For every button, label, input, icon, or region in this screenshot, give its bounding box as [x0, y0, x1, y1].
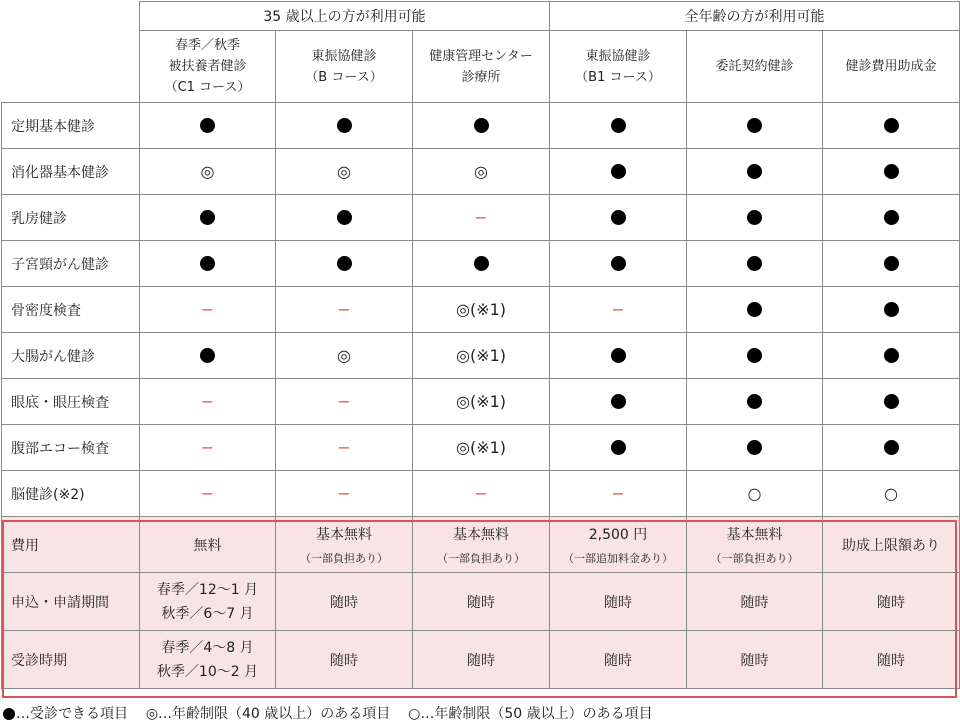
- fee-note: （一部負担あり）: [437, 551, 525, 565]
- table-cell: [140, 149, 276, 195]
- table-row: [2, 379, 960, 425]
- mark: ◎: [474, 162, 488, 181]
- row-label: 脳健診(※2): [2, 471, 140, 517]
- row-label: 費用: [2, 517, 140, 573]
- fee-main: 基本無料: [316, 526, 372, 543]
- table-row: [2, 425, 960, 471]
- exam-row: [2, 631, 960, 689]
- filled-circle-icon: [747, 164, 762, 179]
- fee-note: （一部追加料金あり）: [563, 551, 673, 565]
- table-cell: [140, 333, 276, 379]
- row-label: 大腸がん健診: [2, 333, 140, 379]
- table-cell: [823, 149, 960, 195]
- period-line: 秋季／10〜2 月: [156, 663, 259, 680]
- table-cell: [413, 103, 550, 149]
- filled-circle-icon: [611, 256, 626, 271]
- column-header: [413, 31, 550, 103]
- table-cell: [413, 379, 550, 425]
- row-label: 乳房健診: [2, 195, 140, 241]
- filled-circle-icon: [747, 256, 762, 271]
- row-label: 腹部エコー検査: [2, 425, 140, 471]
- table-cell: [413, 149, 550, 195]
- filled-circle-icon: [747, 302, 762, 317]
- group-header-35plus: 35 歳以上の方が利用可能: [140, 2, 550, 31]
- mark: ◎(※1): [455, 392, 507, 411]
- mark: ◎(※1): [455, 438, 507, 457]
- period-cell: 随時: [276, 631, 413, 689]
- table-cell: [823, 241, 960, 287]
- dash-mark: −: [611, 484, 625, 503]
- row-label: 受診時期: [2, 631, 140, 689]
- table-cell: [823, 333, 960, 379]
- dash-mark: −: [337, 392, 351, 411]
- table-cell: [276, 471, 413, 517]
- period-cell: 随時: [823, 631, 960, 689]
- fee-note: （一部負担あり）: [710, 551, 799, 565]
- table-cell: [140, 241, 276, 287]
- mark: ◎(※1): [455, 346, 507, 365]
- table-row: [2, 103, 960, 149]
- dash-mark: −: [200, 392, 215, 411]
- table-cell: [550, 103, 687, 149]
- filled-circle-icon: [474, 256, 489, 271]
- table-cell: [823, 379, 960, 425]
- table-cell: [687, 103, 823, 149]
- filled-circle-icon: [611, 348, 626, 363]
- filled-circle-icon: [611, 394, 626, 409]
- row-label: 定期基本健診: [2, 103, 140, 149]
- corner-cell: [2, 2, 140, 103]
- group-header-all-ages: 全年齢の方が利用可能: [550, 2, 960, 31]
- table-cell: [687, 287, 823, 333]
- filled-circle-icon: [747, 348, 762, 363]
- column-header-line: 東振協健診: [311, 48, 377, 64]
- table-cell: [140, 379, 276, 425]
- column-header-line: （B1 コース）: [575, 69, 661, 85]
- fee-note: （一部負担あり）: [300, 551, 388, 565]
- health-checkup-table: [1, 1, 960, 689]
- period-cell: 随時: [687, 631, 823, 689]
- mark: ◎: [337, 162, 351, 181]
- dash-mark: −: [337, 438, 351, 457]
- filled-circle-icon: [200, 348, 215, 363]
- row-label: 骨密度検査: [2, 287, 140, 333]
- table-row: [2, 149, 960, 195]
- fee-cell: [687, 517, 823, 573]
- period-cell: 随時: [413, 573, 550, 631]
- fee-cell: [823, 517, 960, 573]
- fee-cell: [413, 517, 550, 573]
- legend-available: …受診できる項目: [16, 706, 128, 722]
- row-label: 子宮頸がん健診: [2, 241, 140, 287]
- table-cell: [687, 425, 823, 471]
- table-cell: [550, 333, 687, 379]
- column-header-line: （C1 コース）: [164, 80, 251, 95]
- table-cell: [276, 425, 413, 471]
- mark: ◎: [337, 346, 351, 365]
- fee-cell: [550, 517, 687, 573]
- dash-mark: −: [474, 484, 488, 503]
- mark: ○: [884, 484, 898, 503]
- column-header-line: 健康管理センター: [429, 48, 533, 64]
- filled-circle-icon: [337, 210, 352, 225]
- period-cell: [140, 631, 276, 689]
- legend-age-50: ○…年齢制限（50 歳以上）のある項目: [408, 706, 653, 722]
- row-label: 眼底・眼圧検査: [2, 379, 140, 425]
- filled-circle-icon: [747, 394, 762, 409]
- table-cell: [550, 149, 687, 195]
- dash-mark: −: [200, 438, 215, 457]
- apply-row: [2, 573, 960, 631]
- table-cell: [687, 149, 823, 195]
- row-label: 申込・申請期間: [2, 573, 140, 631]
- period-cell: 随時: [687, 573, 823, 631]
- table-cell: [276, 195, 413, 241]
- fee-main: 助成上限額あり: [842, 537, 940, 554]
- table-cell: [550, 425, 687, 471]
- fee-main: 2,500 円: [588, 526, 648, 543]
- period-cell: 随時: [823, 573, 960, 631]
- fee-main: 基本無料: [453, 526, 509, 543]
- table-cell: [140, 287, 276, 333]
- row-label: 消化器基本健診: [2, 149, 140, 195]
- column-header-line: 診療所: [461, 69, 501, 85]
- filled-circle-icon: [611, 164, 626, 179]
- table-cell: [276, 333, 413, 379]
- fee-cell: [140, 517, 276, 573]
- filled-circle-icon: [747, 210, 762, 225]
- filled-circle-icon: [884, 118, 899, 133]
- fee-main: 無料: [193, 537, 222, 554]
- column-header: [550, 31, 687, 103]
- column-header-line: 東振協健診: [585, 48, 651, 64]
- fee-cell: [276, 517, 413, 573]
- filled-circle-icon: [337, 256, 352, 271]
- table-cell: [413, 471, 550, 517]
- period-line: 春季／4〜8 月: [161, 639, 254, 656]
- table-cell: [413, 241, 550, 287]
- table-cell: [823, 471, 960, 517]
- table-cell: [413, 333, 550, 379]
- table-cell: [276, 103, 413, 149]
- filled-circle-icon: [200, 210, 215, 225]
- table-cell: [550, 471, 687, 517]
- table-cell: [140, 471, 276, 517]
- dash-mark: −: [611, 300, 625, 319]
- filled-circle-icon: [884, 348, 899, 363]
- table-cell: [550, 195, 687, 241]
- table-row: [2, 471, 960, 517]
- legend: [3, 703, 653, 723]
- table-cell: [413, 195, 550, 241]
- table-cell: [276, 379, 413, 425]
- fee-row: [2, 517, 960, 573]
- column-header: [140, 31, 276, 103]
- filled-circle-icon: [337, 118, 352, 133]
- dash-mark: −: [337, 300, 351, 319]
- column-header-line: 委託契約健診: [715, 59, 794, 74]
- period-line: 秋季／6〜7 月: [161, 605, 254, 622]
- table-row: [2, 287, 960, 333]
- table-cell: [140, 103, 276, 149]
- filled-circle-icon: [200, 118, 215, 133]
- period-cell: [140, 573, 276, 631]
- table-row: [2, 195, 960, 241]
- table-row: [2, 241, 960, 287]
- filled-circle-icon: [884, 210, 899, 225]
- table-cell: [823, 425, 960, 471]
- column-header-line: 春季／秋季: [174, 38, 240, 53]
- table-cell: [687, 195, 823, 241]
- period-cell: 随時: [413, 631, 550, 689]
- legend-age-40: ◎…年齢制限（40 歳以上）のある項目: [145, 706, 391, 722]
- mark: ◎(※1): [455, 300, 507, 319]
- period-cell: 随時: [550, 631, 687, 689]
- table-cell: [276, 287, 413, 333]
- table-cell: [550, 241, 687, 287]
- column-header: [823, 31, 960, 103]
- filled-circle-icon: [611, 118, 626, 133]
- table-cell: [413, 425, 550, 471]
- filled-circle-icon: [747, 440, 762, 455]
- table-cell: [140, 425, 276, 471]
- table-cell: [823, 287, 960, 333]
- period-line: 春季／12〜1 月: [156, 581, 259, 598]
- filled-circle-icon: [884, 302, 899, 317]
- filled-circle-icon: [884, 440, 899, 455]
- table-cell: [140, 195, 276, 241]
- dash-mark: −: [474, 208, 488, 227]
- column-header-line: 被扶養者健診: [168, 59, 247, 74]
- table-cell: [823, 103, 960, 149]
- mark: ○: [747, 484, 762, 503]
- column-header: [687, 31, 823, 103]
- filled-circle-icon: [884, 256, 899, 271]
- table-cell: [413, 287, 550, 333]
- table-cell: [687, 471, 823, 517]
- filled-circle-icon: [884, 394, 899, 409]
- filled-circle-icon: [611, 210, 626, 225]
- table-cell: [550, 379, 687, 425]
- filled-circle-icon: [200, 256, 215, 271]
- dash-mark: −: [200, 300, 215, 319]
- table-cell: [687, 379, 823, 425]
- filled-circle-icon: [474, 118, 489, 133]
- table-cell: [823, 195, 960, 241]
- filled-circle-icon: [611, 440, 626, 455]
- filled-circle-icon: [884, 164, 899, 179]
- period-cell: 随時: [550, 573, 687, 631]
- column-header: [276, 31, 413, 103]
- table-cell: [687, 333, 823, 379]
- filled-circle-icon: [747, 118, 762, 133]
- table-cell: [276, 149, 413, 195]
- column-header-line: （B コース）: [305, 69, 383, 85]
- table-cell: [550, 287, 687, 333]
- filled-circle-icon: [3, 708, 15, 720]
- dash-mark: −: [337, 484, 351, 503]
- dash-mark: −: [200, 484, 215, 503]
- fee-main: 基本無料: [726, 526, 783, 543]
- period-cell: 随時: [276, 573, 413, 631]
- table-cell: [276, 241, 413, 287]
- mark: ◎: [200, 162, 215, 181]
- column-header-line: 健診費用助成金: [845, 59, 937, 74]
- table-row: [2, 333, 960, 379]
- table-cell: [687, 241, 823, 287]
